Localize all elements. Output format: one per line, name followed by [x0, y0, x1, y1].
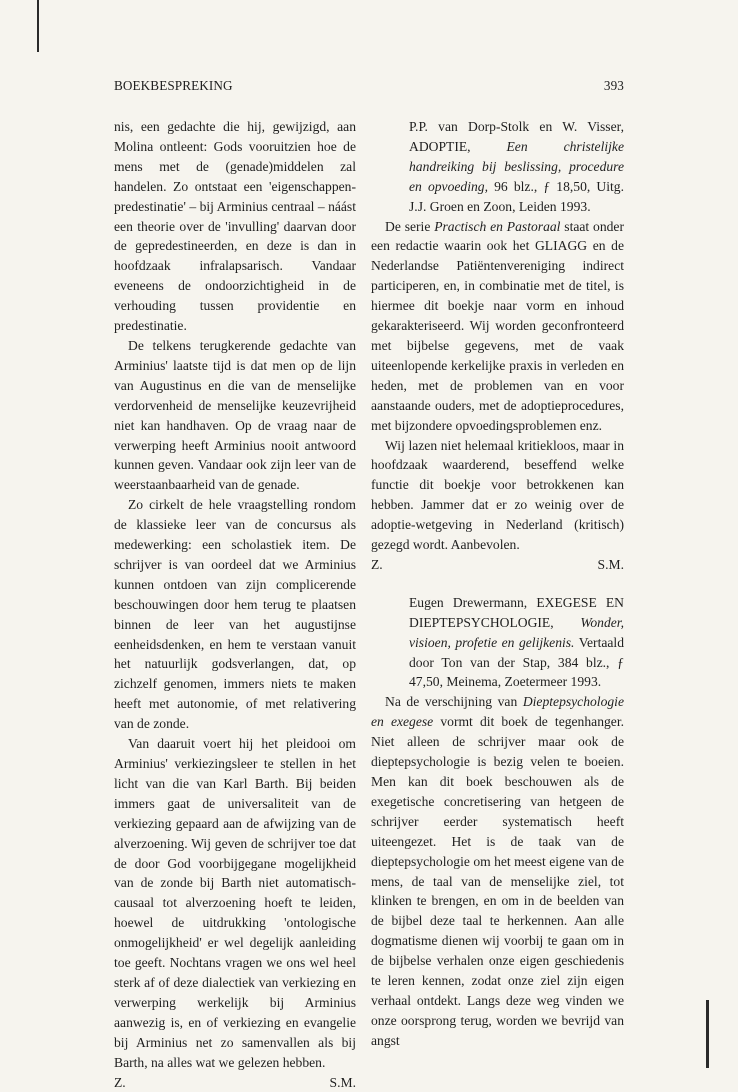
book-citation — [371, 593, 624, 693]
text-run: Na de verschijning van — [385, 694, 517, 709]
scan-edge-line-right — [706, 1000, 709, 1068]
book-citation — [371, 117, 624, 217]
citation-title: EXEGESE EN DIEPTEPSYCHOLOGIE, — [409, 595, 624, 630]
text-run: vormt dit boek de tegenhanger. Niet alleen de schrijver maar ook de dieptepsychologie is bezig velen te boeien. Men kan dit boek beschouwen als de exegetische concretisering van hetgeen de schrijver eerder systematisch heeft uiteengezet. Het is de taak van de dieptepsychologie om het meest eigene van de mens, de taal van de menselijke ziel, tot klinken te brengen, en om in de beelden van de bijbel deze taal te herkennen. Aan alle dogmatisme dienen wij voorbij te gaan om in de bijbelse verhalen onze eigen geschiedenis te leren kennen, zodat onze ziel zijn eigen verhaal ontdekt. Langs deze weg vinden we onze oorsprong terug, worden we bevrijd van angst — [371, 714, 624, 1048]
citation-subtitle: Wonder, visioen, profetie en gelijkenis. — [409, 615, 624, 650]
left-column — [114, 117, 356, 1092]
citation-publication: 96 blz., ƒ 18,50, Uitg. J.J. Groen en Zoon, Leiden 1993. — [409, 179, 624, 214]
right-column — [371, 117, 624, 1051]
text-run: staat onder een redactie waarin ook het GLIAGG en de Nederlandse Patiëntenvereniging indirect participeren, en, in combinatie met de titel, is hiermee dit boekje naar vorm en inhoud gekarakteriseerd. Wij worden geconfronteerd met bijbelse gegevens, met de vaak uiteenlopende kerkelijke praxis in verleden en heden, met de problemen van en voor aanstaande ouders, met de adoptieprocedures, met bijzondere opvoedingsproblemen enz. — [371, 219, 624, 433]
citation-authors: Eugen Drewermann, — [409, 595, 527, 610]
reviewer-signature — [371, 555, 624, 575]
citation-publication: Vertaald door Ton van der Stap, 384 blz., ƒ 47,50, Meinema, Zoetermeer 1993. — [409, 635, 624, 690]
paragraph: Van daaruit voert hij het pleidooi om Arminius' verkiezingsleer te stellen in het licht van die van Karl Barth. Bij beiden immers gaat de universaliteit van de verkiezing gepaard aan de afwijzing van de alverzoening. Wij geven de schrijver toe dat de door God voorbijgegane mogelijkheid van de zonde bij Barth niet automatisch-causaal tot alverzoening hoeft te leiden, hoewel de uitdrukking 'ontologische onmogelijkheid' er wel degelijk aanleiding toe geeft. Nochtans vragen we ons wel heel sterk af of deze dialectiek van verkiezing en verwerping werkelijk bij Arminius aanwezig is, en of verkiezing en evangelie bij Arminius net zo samenvallen als bij Barth, na alles wat we gelezen hebben. — [114, 734, 356, 1072]
paragraph: De telkens terugkerende gedachte van Arminius' laatste tijd is dat men op de lijn van Augustinus en die van de menselijke verdorvenheid de menselijke keuzevrijheid niet kan handhaven. Op de vraag naar de verwerping heeft Arminius nooit antwoord kunnen geven. Vandaar ook zijn leer van de weerstaanbaarheid van de genade. — [114, 336, 356, 495]
paragraph: nis, een gedachte die hij, gewijzigd, aan Molina ontleent: Gods vooruitzien hoe de mens met de (genade)middelen zal handelen. Zo ontstaat een 'eigenschappen-predestinatie' – bij Arminius centraal – náást een theorie over de 'invulling' daarvan door de gepredestineerden, en deze is dan in hoofdzaak infralapsarisch. Vandaar eveneens de ondoorzichtigheid in de verhouding tussen providentie en predestinatie. — [114, 117, 356, 336]
text-run: De serie — [385, 219, 430, 234]
paragraph: Zo cirkelt de hele vraagstelling rondom de klassieke leer van de concursus als medewerking: een scholastiek item. De schrijver is van oordeel dat we Arminius kunnen ontdoen van zijn complicerende beschouwingen door hem terug te plaatsen binnen de leer van het augustijnse eenheidsdenken, en hem te verstaan vanuit het natuurlijk godsverlangen, dat, op zichzelf genomen, immers niets te maken heeft met autonomie, of met relativering van de zonde. — [114, 495, 356, 734]
series-title: Practisch en Pastoraal — [434, 219, 560, 234]
reviewer-signature — [114, 1073, 356, 1092]
referenced-book-title: Dieptepsychologie en exegese — [371, 694, 624, 729]
signature-initials: S.M. — [330, 1073, 356, 1092]
citation-authors: P.P. van Dorp-Stolk en W. Visser, — [409, 119, 624, 134]
page-number: 393 — [604, 78, 624, 94]
signature-place: Z. — [371, 555, 383, 575]
paragraph — [371, 692, 624, 1050]
scan-edge-line-left — [37, 0, 39, 52]
paragraph — [371, 217, 624, 436]
citation-title: ADOPTIE, — [409, 139, 471, 154]
signature-initials: S.M. — [598, 555, 624, 575]
paragraph: Wij lazen niet helemaal kritiekloos, maar in hoofdzaak waarderend, beseffend welke functie dit boekje voor betrokkenen kan hebben. Jammer dat er zo weinig over de adoptie-wetgeving in Nederland (kritisch) gezegd wordt. Aanbevolen. — [371, 436, 624, 555]
running-head-title: BOEKBESPREKING — [114, 78, 233, 94]
signature-place: Z. — [114, 1073, 126, 1092]
review-separator — [371, 575, 624, 593]
citation-subtitle: Een christelijke handreiking bij beslissing, procedure en opvoeding, — [409, 139, 624, 194]
